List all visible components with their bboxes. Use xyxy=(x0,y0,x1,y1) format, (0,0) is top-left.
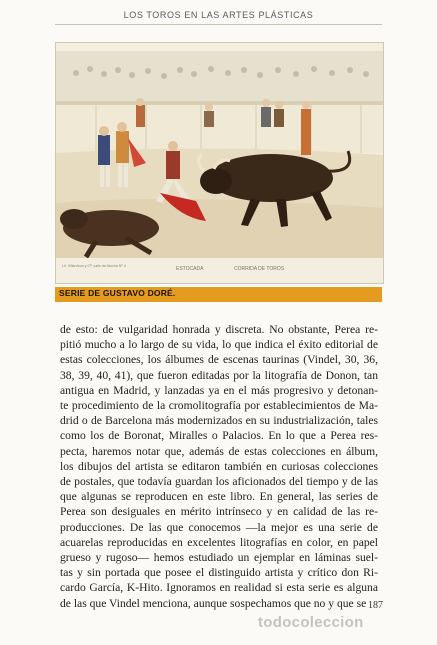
body-line: 38, 39, 40, 41), que fueron editadas por la litografía de Donon, tan xyxy=(60,368,378,382)
body-line: pitió mucho a lo largo de su vida, lo que indica el éxito editorial de xyxy=(60,338,378,352)
plate-caption: SERIE DE GUSTAVO DORÉ. xyxy=(59,288,176,298)
watermark: todocoleccion xyxy=(258,614,364,631)
body-line: tas y sin portada que posee el distinguido artista y crítico don Ri- xyxy=(60,566,378,580)
lithograph-plate xyxy=(55,42,384,284)
body-line: cardo García, K-Hito. Ignoramos en realidad si esta serie es alguna xyxy=(60,581,378,595)
plate-imprint-text: Lit. Villardoun y Cª, calle de Atocha Nº 4 xyxy=(62,264,126,268)
running-head: LOS TOROS EN LAS ARTES PLÁSTICAS xyxy=(123,10,314,20)
body-line: los dibujos del artista se editaron también en curiosas colecciones xyxy=(60,459,378,473)
body-line: te procedimiento de la cromolitografía por establecimientos de Ma- xyxy=(60,399,378,413)
bullfight-illustration xyxy=(56,43,383,283)
body-line: grueso y rugoso— hemos estudiado un ejemplar en láminas suel- xyxy=(60,551,378,565)
body-line: drid o de Barcelona más modernizados en su industrialización, tales xyxy=(60,414,378,428)
plate-title-a: ESTOCADA xyxy=(176,266,204,272)
body-line: de esto: de vulgaridad honrada y discreta. No obstante, Perea re- xyxy=(60,323,378,336)
page-number: 187 xyxy=(368,600,383,611)
body-line: pecta, haremos notar que, además de estas colecciones en álbum, xyxy=(60,444,378,458)
plate-title-b: CORRIDA DE TOROS xyxy=(234,266,285,272)
plate-caption-bar xyxy=(55,287,382,302)
header-rule xyxy=(55,24,382,25)
body-line: de postales, que todavía guardan los aficionados del tiempo y de las xyxy=(60,475,378,489)
body-line: Perea son desiguales en mérito intrínseco y en calidad de las re- xyxy=(60,505,378,519)
body-text xyxy=(60,322,378,611)
body-line: producciones. De las que conocemos —la mejor es una serie de xyxy=(60,520,378,534)
body-line: que algunas se reproducen en este libro. En general, las series de xyxy=(60,490,378,504)
body-line: de las que Vindel menciona, aunque sospechamos que no y que se xyxy=(60,596,367,610)
body-line: acuarelas reproducidas en excelentes litografías en color, en papel xyxy=(60,535,378,549)
paragraph xyxy=(60,322,378,611)
body-line: como los de Boronat, Miralles o Palacios. En lo que a Perea res- xyxy=(60,429,378,443)
body-line: antigua en Madrid, y lanzadas ya en el más progresivo y detonan- xyxy=(60,383,378,397)
body-line: estas colecciones, los álbumes de escenas taurinas (Vindel, 30, 36, xyxy=(60,353,378,367)
